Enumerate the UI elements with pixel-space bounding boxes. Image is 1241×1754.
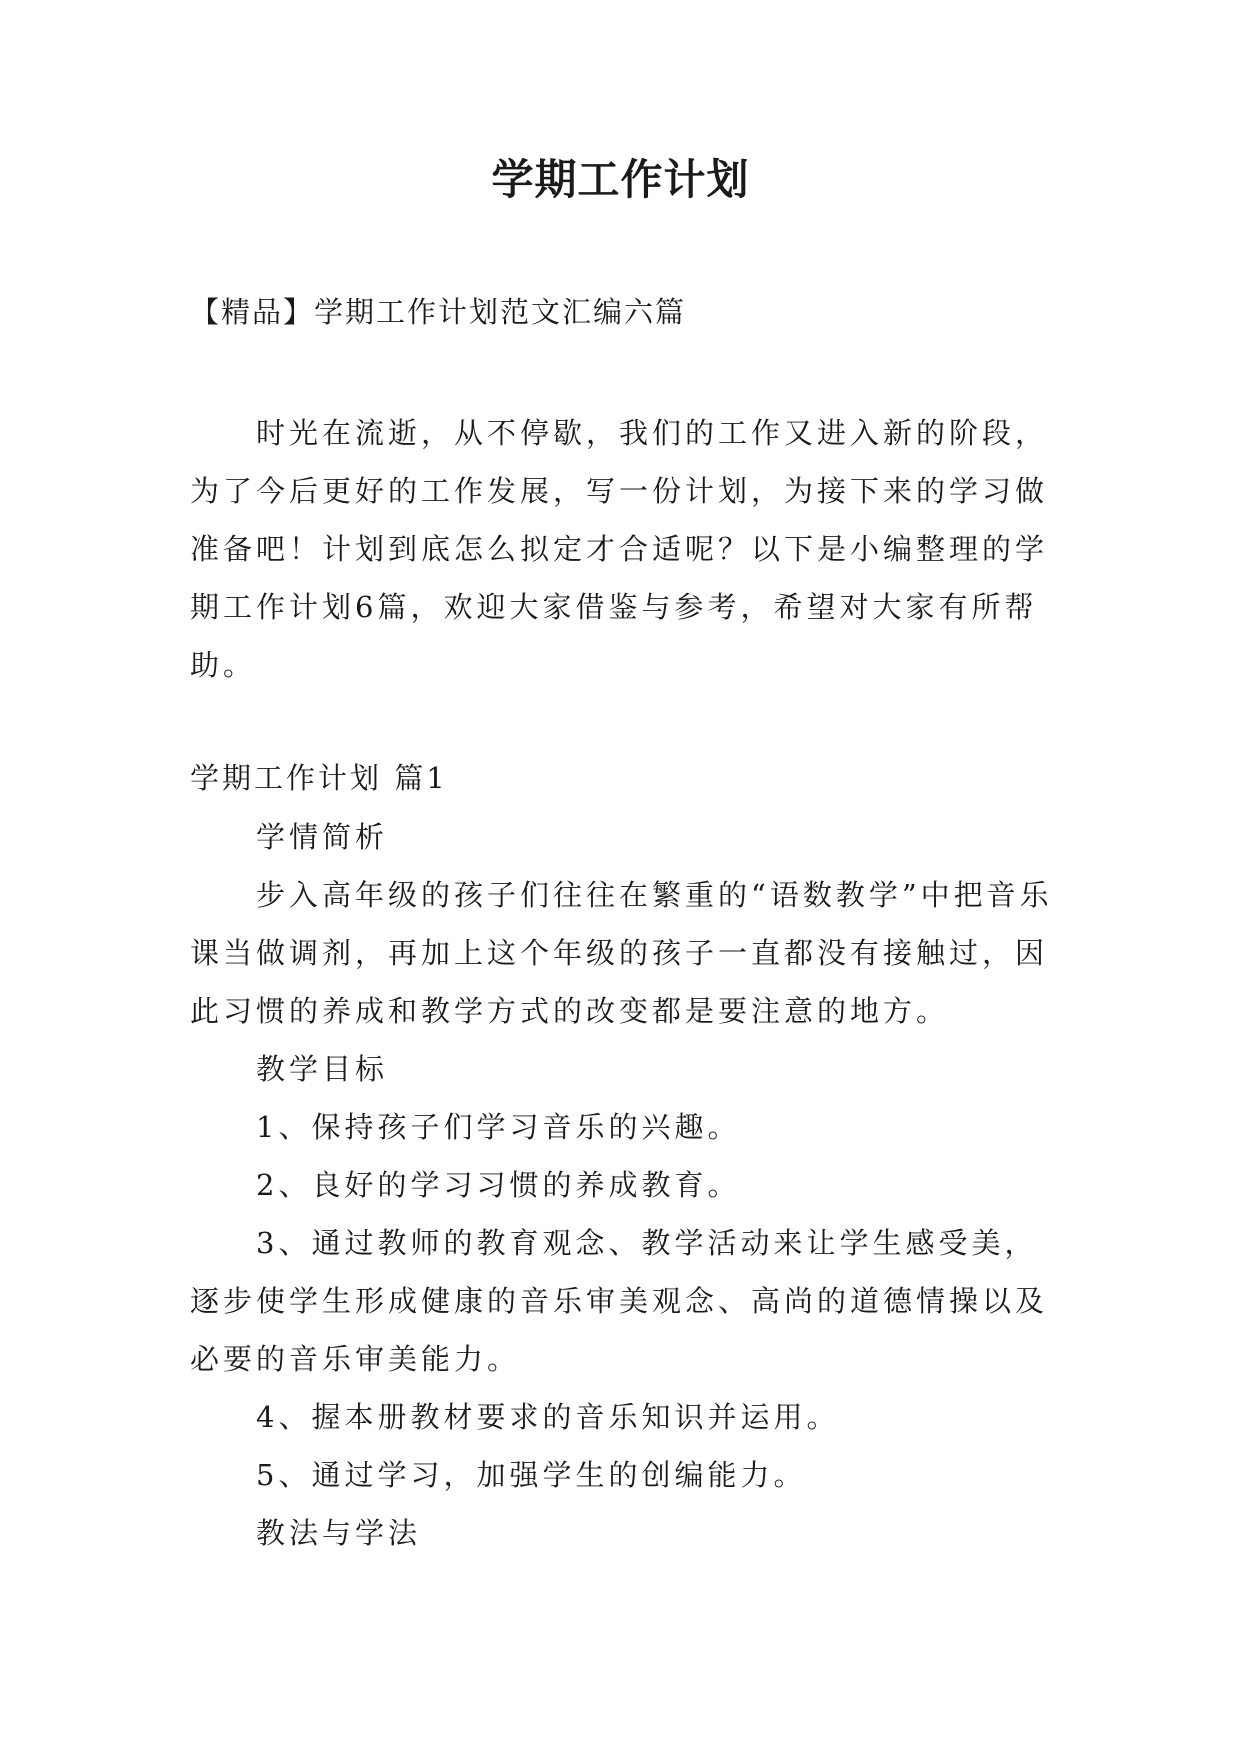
subheading-teaching-goals: 教学目标 [256, 1052, 389, 1086]
goal-item: 4、握本册教材要求的音乐知识并运用。 [256, 1400, 840, 1434]
document-title: 学期工作计划 [491, 155, 750, 204]
goal-item: 2、良好的学习习惯的养成教育。 [256, 1168, 741, 1202]
section-heading: 学期工作计划 篇1 [190, 761, 448, 795]
subheading-methods: 教法与学法 [256, 1516, 422, 1550]
document-subtitle: 【精品】学期工作计划范文汇编六篇 [190, 295, 687, 329]
subheading-situation-analysis: 学情简析 [256, 820, 389, 854]
section-body [190, 808, 1070, 1562]
goal-item: 5、通过学习，加强学生的创编能力。 [256, 1458, 807, 1492]
goal-item: 3、通过教师的教育观念、教学活动来让学生感受美，逐步使学生形成健康的音乐审美观念、高尚的道德情操以及必要的音乐审美能力。 [190, 1226, 1049, 1376]
intro-paragraph: 时光在流逝，从不停歇，我们的工作又进入新的阶段，为了今后更好的工作发展，写一份计划，为接下来的学习做准备吧！计划到底怎么拟定才合适呢？以下是小编整理的学期工作计划6篇，欢迎大家借鉴与参考，希望对大家有所帮助。 [190, 416, 1049, 682]
body-paragraph: 步入高年级的孩子们往往在繁重的“语数教学”中把音乐课当做调剂，再加上这个年级的孩子一直都没有接触过，因此习惯的养成和教学方式的改变都是要注意的地方。 [190, 878, 1053, 1028]
goal-item: 1、保持孩子们学习音乐的兴趣。 [256, 1110, 741, 1144]
